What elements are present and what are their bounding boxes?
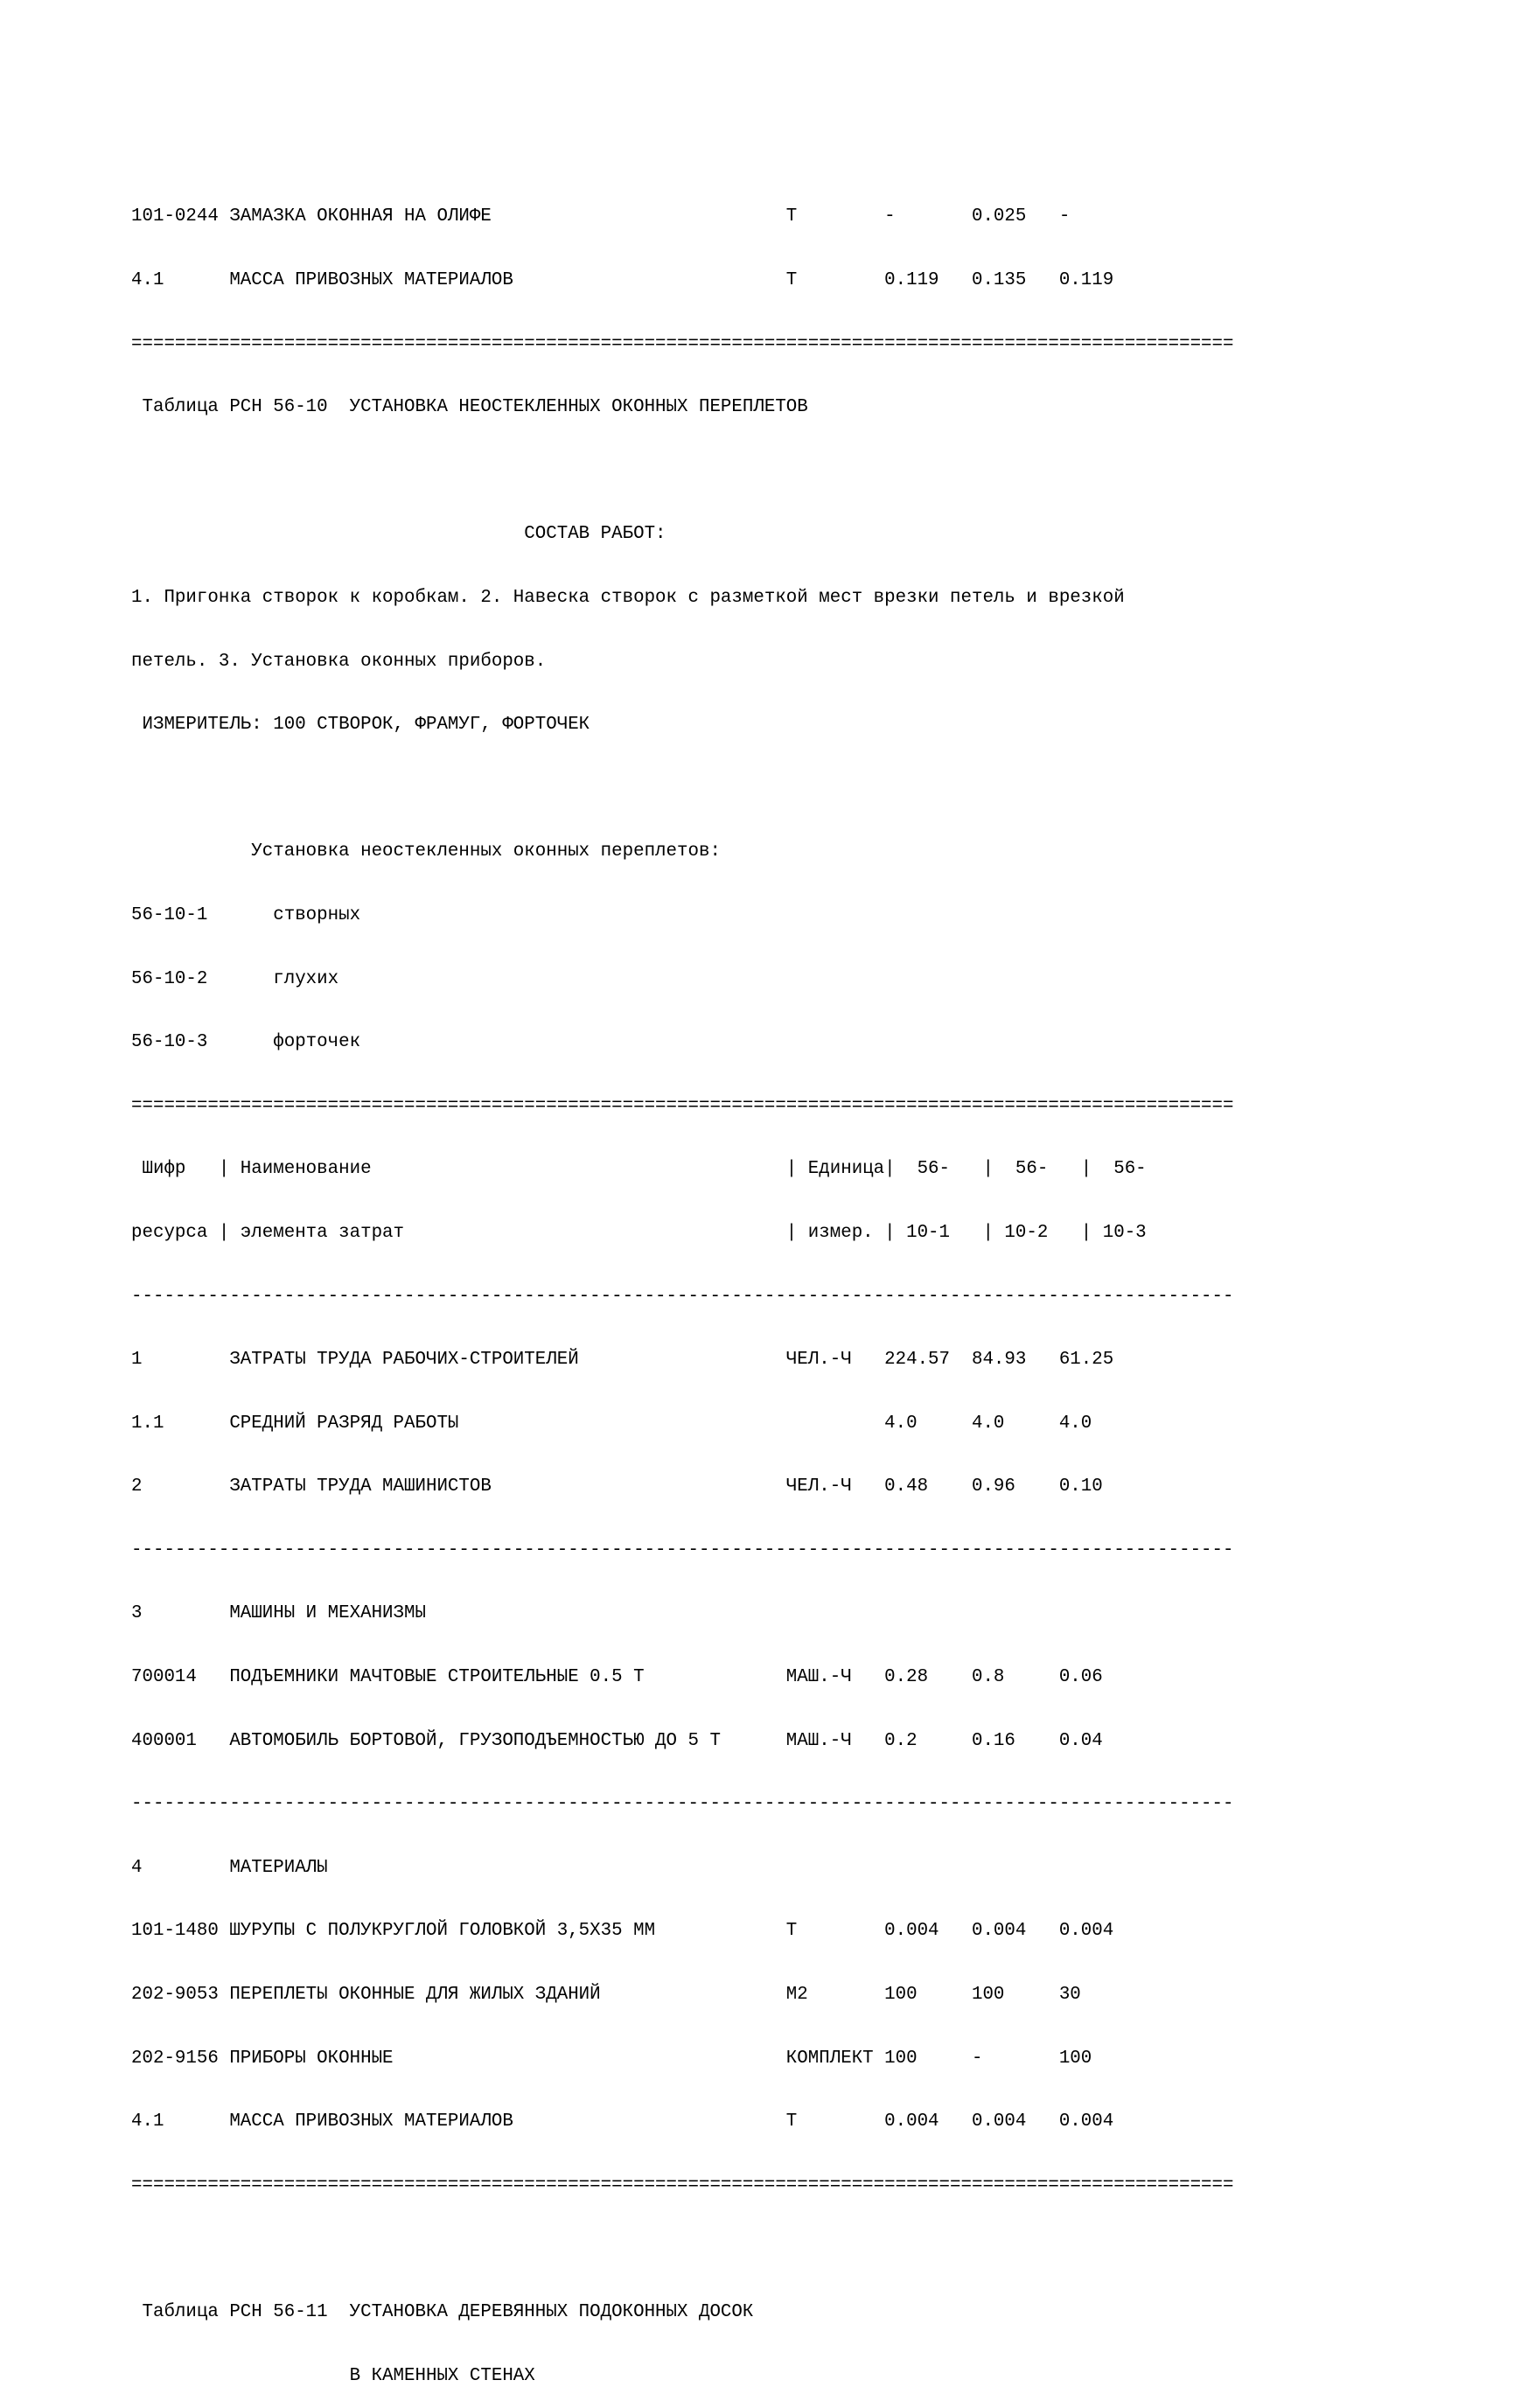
document-page: [131, 164, 1234, 2408]
separator-double: =====================================================================================================: [131, 2174, 1234, 2195]
blank-line: [131, 2238, 1234, 2259]
table-row: 202-9053 ПЕРЕПЛЕТЫ ОКОННЫЕ ДЛЯ ЖИЛЫХ ЗДАНИЙ М2 100 100 30: [131, 1985, 1081, 2006]
table-row: 1 ЗАТРАТЫ ТРУДА РАБОЧИХ-СТРОИТЕЛЕЙ ЧЕЛ.-Ч 224.57 84.93 61.25: [131, 1350, 1114, 1371]
table-title: Таблица РСН 56-11 УСТАНОВКА ДЕРЕВЯННЫХ ПОДОКОННЫХ ДОСОК: [131, 2302, 754, 2322]
table-row: 700014 ПОДЪЕМНИКИ МАЧТОВЫЕ СТРОИТЕЛЬНЫЕ 0.5 Т МАШ.-Ч 0.28 0.8 0.06: [131, 1667, 1103, 1688]
code-entry: 56-10-3 форточек: [131, 1032, 361, 1053]
work-scope-text: 1. Пригонка створок к коробкам. 2. Навеска створок с разметкой мест врезки петель и врезкой: [131, 587, 1125, 608]
table-row: 400001 АВТОМОБИЛЬ БОРТОВОЙ, ГРУЗОПОДЪЕМНОСТЬЮ ДО 5 Т МАШ.-Ч 0.2 0.16 0.04: [131, 1730, 1103, 1751]
table-title: Таблица РСН 56-10 УСТАНОВКА НЕОСТЕКЛЕННЫХ ОКОННЫХ ПЕРЕПЛЕТОВ: [131, 397, 808, 418]
separator-dashed: -----------------------------------------------------------------------------------------------------: [131, 1286, 1234, 1307]
separator-double: =====================================================================================================: [131, 333, 1234, 354]
text-line: 101-0244 ЗАМАЗКА ОКОННАЯ НА ОЛИФЕ Т - 0.025 -: [131, 206, 1071, 227]
blank-line: [131, 461, 1234, 482]
work-scope-heading: СОСТАВ РАБОТ:: [131, 524, 666, 545]
code-entry: 56-10-1 створных: [131, 904, 361, 925]
code-entry: 56-10-2 глухих: [131, 968, 339, 989]
table-row: 1.1 СРЕДНИЙ РАЗРЯД РАБОТЫ 4.0 4.0 4.0: [131, 1413, 1092, 1434]
work-scope-text: петель. 3. Установка оконных приборов.: [131, 651, 547, 672]
table-row: 2 ЗАТРАТЫ ТРУДА МАШИНИСТОВ ЧЕЛ.-Ч 0.48 0.96 0.10: [131, 1476, 1103, 1497]
table-title: В КАМЕННЫХ СТЕНАХ: [131, 2365, 535, 2386]
table-row: 202-9156 ПРИБОРЫ ОКОННЫЕ КОМПЛЕКТ 100 - 100: [131, 2048, 1092, 2069]
table-header: Шифр | Наименование | Единица| 56- | 56- | 56-: [131, 1159, 1147, 1180]
table-row: 101-1480 ШУРУПЫ С ПОЛУКРУГЛОЙ ГОЛОВКОЙ 3,5Х35 ММ Т 0.004 0.004 0.004: [131, 1921, 1114, 1942]
section-caption: Установка неостекленных оконных переплетов:: [131, 841, 721, 862]
separator-dashed: -----------------------------------------------------------------------------------------------------: [131, 1794, 1234, 1815]
separator-dashed: -----------------------------------------------------------------------------------------------------: [131, 1539, 1234, 1560]
table-row: 3 МАШИНЫ И МЕХАНИЗМЫ: [131, 1603, 426, 1624]
measure-unit: ИЗМЕРИТЕЛЬ: 100 СТВОРОК, ФРАМУГ, ФОРТОЧЕК: [131, 715, 590, 736]
table-row: 4 МАТЕРИАЛЫ: [131, 1857, 328, 1878]
table-header: ресурса | элемента затрат | измер. | 10-1 | 10-2 | 10-3: [131, 1222, 1147, 1243]
text-line: 4.1 МАССА ПРИВОЗНЫХ МАТЕРИАЛОВ Т 0.119 0.135 0.119: [131, 270, 1114, 290]
separator-double: =====================================================================================================: [131, 1095, 1234, 1116]
blank-line: [131, 778, 1234, 799]
table-row: 4.1 МАССА ПРИВОЗНЫХ МАТЕРИАЛОВ Т 0.004 0.004 0.004: [131, 2111, 1114, 2132]
